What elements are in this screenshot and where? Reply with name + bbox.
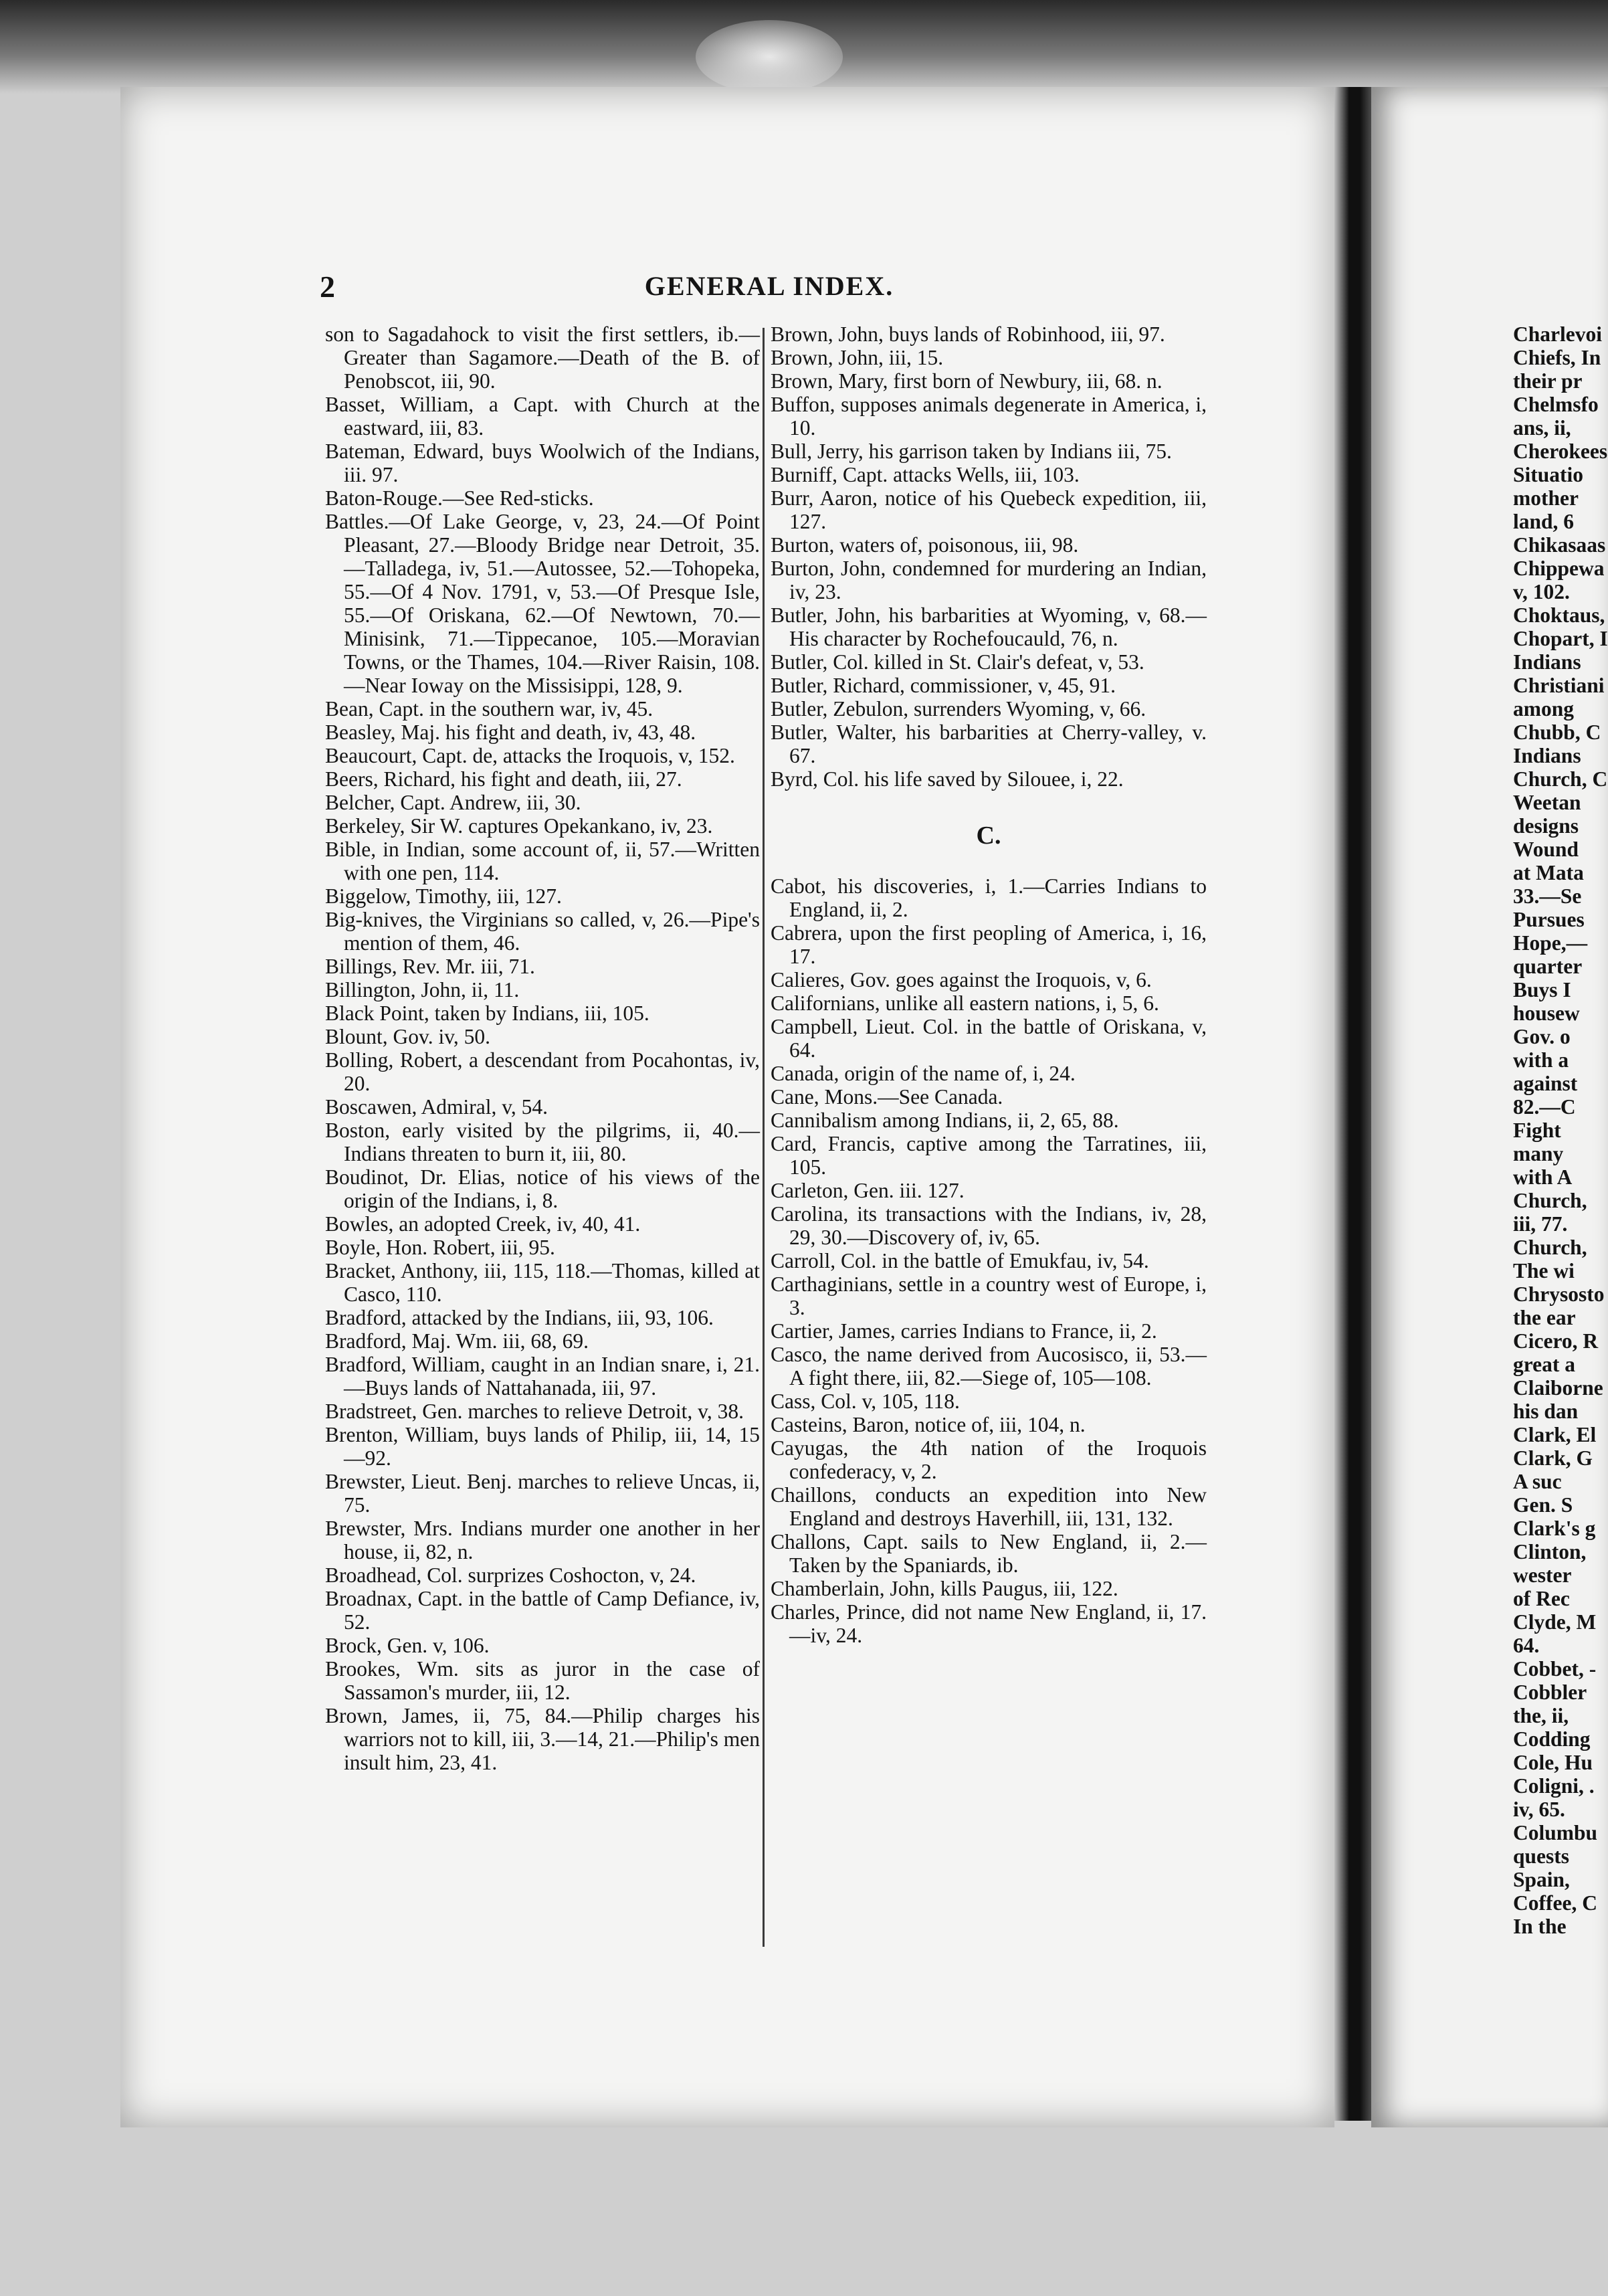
index-entry: Charles, Prince, did not name New England, ii, 17.—iv, 24. — [771, 1600, 1207, 1647]
index-entry: Brewster, Lieut. Benj. marches to relieve Uncas, ii, 75. — [325, 1470, 760, 1517]
index-entry-fragment: Indians — [1513, 650, 1581, 674]
index-entry: Big-knives, the Virginians so called, v, 26.—Pipe's mention of them, 46. — [325, 908, 760, 955]
index-entry: Bradford, attacked by the Indians, iii, 93, 106. — [325, 1306, 714, 1329]
index-entry-fragment: Pursues — [1513, 908, 1585, 931]
index-entry: Beasley, Maj. his fight and death, iv, 43, 48. — [325, 721, 696, 744]
index-entry: Belcher, Capt. Andrew, iii, 30. — [325, 791, 581, 814]
index-entry-fragment: Chrysosto — [1513, 1282, 1605, 1306]
index-entry-fragment: land, 6 — [1513, 510, 1575, 533]
index-entry-fragment: against — [1513, 1072, 1578, 1095]
index-entry-fragment: the, ii, — [1513, 1704, 1569, 1727]
running-head: GENERAL INDEX. — [644, 271, 894, 301]
index-entry-fragment: Cole, Hu — [1513, 1751, 1593, 1774]
index-entry: son to Sagadahock to visit the first settlers, ib.—Greater than Sagamore.—Death of the B. of Penobscot, iii, 90. — [325, 322, 760, 393]
index-entry-fragment: designs — [1513, 814, 1579, 838]
index-entry-fragment: Clinton, — [1513, 1540, 1587, 1563]
index-entry-fragment: Hope,— — [1513, 931, 1588, 955]
index-entry: Biggelow, Timothy, iii, 127. — [325, 884, 562, 908]
index-entry-fragment: Christiani — [1513, 674, 1605, 697]
index-entry-fragment: Chelmsfo — [1513, 393, 1599, 416]
index-entry: Carleton, Gen. iii. 127. — [771, 1179, 965, 1202]
index-entry: Boscawen, Admiral, v, 54. — [325, 1095, 548, 1119]
index-entry: Boston, early visited by the pilgrims, ii, 40.—Indians threaten to burn it, iii, 80. — [325, 1119, 760, 1165]
index-entry-fragment: Cobbet, - — [1513, 1657, 1597, 1681]
index-entry-fragment: ans, ii, — [1513, 416, 1571, 440]
index-entry: Cannibalism among Indians, ii, 2, 65, 88. — [771, 1109, 1119, 1132]
index-entry: Burton, John, condemned for murdering an Indian, iv, 23. — [771, 557, 1207, 603]
index-entry-fragment: Coligni, . — [1513, 1774, 1595, 1798]
index-entry-fragment: Charlevoi — [1513, 322, 1602, 346]
index-entry: Cass, Col. v, 105, 118. — [771, 1390, 960, 1413]
index-entry-fragment: Clark, G — [1513, 1446, 1593, 1470]
index-entry-fragment: mother — [1513, 486, 1579, 510]
index-entry: Cartier, James, carries Indians to France, ii, 2. — [771, 1319, 1157, 1343]
index-entry: Carolina, its transactions with the Indians, iv, 28, 29, 30.—Discovery of, iv, 65. — [771, 1202, 1207, 1249]
index-entry-fragment: A suc — [1513, 1470, 1562, 1493]
index-entry-fragment: Gov. o — [1513, 1025, 1571, 1048]
index-entry: Berkeley, Sir W. captures Opekankano, iv, 23. — [325, 814, 713, 838]
index-entry: Brown, James, ii, 75, 84.—Philip charges his warriors not to kill, iii, 3.—14, 21.—Philip's men insult him, 23, 41. — [325, 1704, 760, 1774]
index-entry: Butler, Zebulon, surrenders Wyoming, v, 66. — [771, 697, 1146, 721]
index-entry-fragment: great a — [1513, 1353, 1576, 1376]
index-entry-fragment: Church, C — [1513, 767, 1608, 791]
index-entry-fragment: Church, — [1513, 1236, 1587, 1259]
index-entry-fragment: with A — [1513, 1165, 1573, 1189]
index-entry: Buffon, supposes animals degenerate in America, i, 10. — [771, 393, 1207, 440]
index-entry-fragment: Fight — [1513, 1119, 1561, 1142]
page-number: 2 — [320, 270, 335, 304]
index-entry-fragment: 82.—C — [1513, 1095, 1576, 1119]
index-entry-fragment: his dan — [1513, 1400, 1579, 1423]
index-entry-fragment: The wi — [1513, 1259, 1575, 1282]
index-entry-fragment: Chippewa — [1513, 557, 1605, 580]
index-entry: Californians, unlike all eastern nations, i, 5, 6. — [771, 991, 1159, 1015]
index-entry: Black Point, taken by Indians, iii, 105. — [325, 1001, 649, 1025]
index-entry: Card, Francis, captive among the Tarratines, iii, 105. — [771, 1132, 1207, 1179]
index-entry: Brewster, Mrs. Indians murder one another in her house, ii, 82, n. — [325, 1517, 760, 1563]
index-entry-fragment: Spain, — [1513, 1868, 1570, 1891]
index-entry-fragment: Weetan — [1513, 791, 1581, 814]
index-entry-fragment: Clyde, M — [1513, 1610, 1597, 1634]
index-entry: Cabrera, upon the first peopling of America, i, 16, 17. — [771, 921, 1207, 968]
index-entry-fragment: Choktaus, — [1513, 603, 1605, 627]
facing-page-column — [1513, 322, 1608, 1938]
index-entry: Bowles, an adopted Creek, iv, 40, 41. — [325, 1212, 641, 1236]
index-entry: Boudinot, Dr. Elias, notice of his views of the origin of the Indians, i, 8. — [325, 1165, 760, 1212]
index-entry-fragment: v, 102. — [1513, 580, 1570, 603]
index-entry-fragment: Cherokees — [1513, 440, 1608, 463]
index-entry-fragment: Cicero, R — [1513, 1329, 1599, 1353]
index-entry: Burniff, Capt. attacks Wells, iii, 103. — [771, 463, 1080, 486]
index-entry-fragment: Columbu — [1513, 1821, 1598, 1844]
paper-stain — [696, 20, 843, 94]
index-entry-fragment: Church, — [1513, 1189, 1587, 1212]
index-entry-fragment: with a — [1513, 1048, 1569, 1072]
index-entry: Brown, John, iii, 15. — [771, 346, 944, 369]
index-entry: Bull, Jerry, his garrison taken by Indians iii, 75. — [771, 440, 1172, 463]
index-entry: Beaucourt, Capt. de, attacks the Iroquois, v, 152. — [325, 744, 735, 767]
index-entry: Chaillons, conducts an expedition into New England and destroys Haverhill, iii, 131, 132. — [771, 1483, 1207, 1530]
index-entry: Cane, Mons.—See Canada. — [771, 1085, 1003, 1109]
index-entry-fragment: iv, 65. — [1513, 1798, 1565, 1821]
index-entry: Butler, Walter, his barbarities at Cherry-valley, v. 67. — [771, 721, 1207, 767]
index-entry-fragment: housew — [1513, 1001, 1580, 1025]
index-entry: Brenton, William, buys lands of Philip, iii, 14, 15—92. — [325, 1423, 760, 1470]
index-entry-fragment: 33.—Se — [1513, 884, 1582, 908]
index-entry: Casco, the name derived from Aucosisco, ii, 53.—A fight there, iii, 82.—Siege of, 105—108. — [771, 1343, 1207, 1390]
index-entry: Carroll, Col. in the battle of Emukfau, iv, 54. — [771, 1249, 1149, 1272]
index-entry: Byrd, Col. his life saved by Silouee, i, 22. — [771, 767, 1124, 791]
index-entry: Calieres, Gov. goes against the Iroquois, v, 6. — [771, 968, 1152, 991]
column-rule — [763, 328, 765, 1947]
index-entry-fragment: Indians — [1513, 744, 1581, 767]
index-entry: Cabot, his discoveries, i, 1.—Carries Indians to England, ii, 2. — [771, 874, 1207, 921]
index-entry-fragment: Codding — [1513, 1727, 1591, 1751]
index-entry: Bolling, Robert, a descendant from Pocahontas, iv, 20. — [325, 1048, 760, 1095]
book-gutter — [1334, 87, 1371, 2121]
index-entry: Chamberlain, John, kills Paugus, iii, 122. — [771, 1577, 1118, 1600]
index-entry-fragment: Chopart, I — [1513, 627, 1608, 650]
index-entry-fragment: many — [1513, 1142, 1564, 1165]
index-entry-fragment: Situatio — [1513, 463, 1584, 486]
index-entry-fragment: quests — [1513, 1844, 1570, 1868]
index-entry: Butler, John, his barbarities at Wyoming, v, 68.—His character by Rochefoucauld, 76, n. — [771, 603, 1207, 650]
index-entry-fragment: 64. — [1513, 1634, 1540, 1657]
index-entry: Campbell, Lieut. Col. in the battle of Oriskana, v, 64. — [771, 1015, 1207, 1062]
index-entry: Broadhead, Col. surprizes Coshocton, v, 24. — [325, 1563, 696, 1587]
index-entry: Beers, Richard, his fight and death, iii, 27. — [325, 767, 682, 791]
index-entry-fragment: Cobbler — [1513, 1681, 1587, 1704]
index-entry-fragment: iii, 77. — [1513, 1212, 1568, 1236]
index-entry: Broadnax, Capt. in the battle of Camp Defiance, iv, 52. — [325, 1587, 760, 1634]
index-entry: Bracket, Anthony, iii, 115, 118.—Thomas, killed at Casco, 110. — [325, 1259, 760, 1306]
index-entry-fragment: quarter — [1513, 955, 1583, 978]
index-entry: Blount, Gov. iv, 50. — [325, 1025, 491, 1048]
index-entry: Brown, John, buys lands of Robinhood, iii, 97. — [771, 322, 1165, 346]
index-entry-fragment: among — [1513, 697, 1575, 721]
index-entry-fragment: of Rec — [1513, 1587, 1570, 1610]
index-entry: Boyle, Hon. Robert, iii, 95. — [325, 1236, 555, 1259]
index-entry-fragment: Claiborne — [1513, 1376, 1603, 1400]
index-entry-fragment: Wound — [1513, 838, 1579, 861]
index-column-1 — [325, 322, 760, 1774]
index-entry: Butler, Col. killed in St. Clair's defeat, v, 53. — [771, 650, 1144, 674]
index-entry: Brown, Mary, first born of Newbury, iii, 68. n. — [771, 369, 1163, 393]
index-entry: Challons, Capt. sails to New England, ii, 2.—Taken by the Spaniards, ib. — [771, 1530, 1207, 1577]
index-entry: Bradstreet, Gen. marches to relieve Detroit, v, 38. — [325, 1400, 744, 1423]
index-entry: Canada, origin of the name of, i, 24. — [771, 1062, 1076, 1085]
index-entry: Bateman, Edward, buys Woolwich of the Indians, iii. 97. — [325, 440, 760, 486]
index-column-2 — [771, 322, 1207, 1647]
index-entry: Bean, Capt. in the southern war, iv, 45. — [325, 697, 654, 721]
index-entry-fragment: Chiefs, In — [1513, 346, 1601, 369]
index-entry-fragment: Gen. S — [1513, 1493, 1573, 1517]
index-entry: Basset, William, a Capt. with Church at the eastward, iii, 83. — [325, 393, 760, 440]
section-letter-c: C. — [976, 822, 1001, 850]
index-entry: Baton-Rouge.—See Red-sticks. — [325, 486, 594, 510]
index-entry-fragment: Clark's g — [1513, 1517, 1596, 1540]
index-entry-fragment: Clark, El — [1513, 1423, 1597, 1446]
index-entry-fragment: Coffee, C — [1513, 1891, 1597, 1915]
index-entry: Brock, Gen. v, 106. — [325, 1634, 490, 1657]
index-entry: Bible, in Indian, some account of, ii, 57.—Written with one pen, 114. — [325, 838, 760, 884]
index-entry: Bradford, Maj. Wm. iii, 68, 69. — [325, 1329, 589, 1353]
index-entry-fragment: Chikasaas — [1513, 533, 1606, 557]
index-entry: Billings, Rev. Mr. iii, 71. — [325, 955, 535, 978]
index-entry-fragment: Buys I — [1513, 978, 1571, 1001]
index-entry: Bradford, William, caught in an Indian snare, i, 21.—Buys lands of Nattahanada, iii, 97. — [325, 1353, 760, 1400]
index-entry: Burr, Aaron, notice of his Quebeck expedition, iii, 127. — [771, 486, 1207, 533]
index-entry: Butler, Richard, commissioner, v, 45, 91. — [771, 674, 1116, 697]
index-entry-fragment: at Mata — [1513, 861, 1584, 884]
index-entry-fragment: wester — [1513, 1563, 1572, 1587]
index-entry: Carthaginians, settle in a country west of Europe, i, 3. — [771, 1272, 1207, 1319]
index-entry: Brookes, Wm. sits as juror in the case of Sassamon's murder, iii, 12. — [325, 1657, 760, 1704]
index-entry: Casteins, Baron, notice of, iii, 104, n. — [771, 1413, 1086, 1436]
index-entry-fragment: Chubb, C — [1513, 721, 1601, 744]
index-entry-fragment: In the — [1513, 1915, 1567, 1938]
index-entry-fragment: the ear — [1513, 1306, 1576, 1329]
index-entry: Burton, waters of, poisonous, iii, 98. — [771, 533, 1079, 557]
index-entry: Battles.—Of Lake George, v, 23, 24.—Of Point Pleasant, 27.—Bloody Bridge near Detroit, 35.—Talladega, iv, 51.—Autossee, 52.—Tohopeka, 55.—Of 4 Nov. 1791, v, 53.—Of Presque Isle, 55.—Of Oriskana, 62.—Of Newtown, 70.—Minisink, 71.—Tippecanoe, 105.—Moravian Towns, or the Thames, 104.—River Raisin, 108.—Near Ioway on the Missisippi, 128, 9. — [325, 510, 760, 697]
index-entry-fragment: their pr — [1513, 369, 1583, 393]
index-entry: Cayugas, the 4th nation of the Iroquois confederacy, v, 2. — [771, 1436, 1207, 1483]
index-entry: Billington, John, ii, 11. — [325, 978, 520, 1001]
